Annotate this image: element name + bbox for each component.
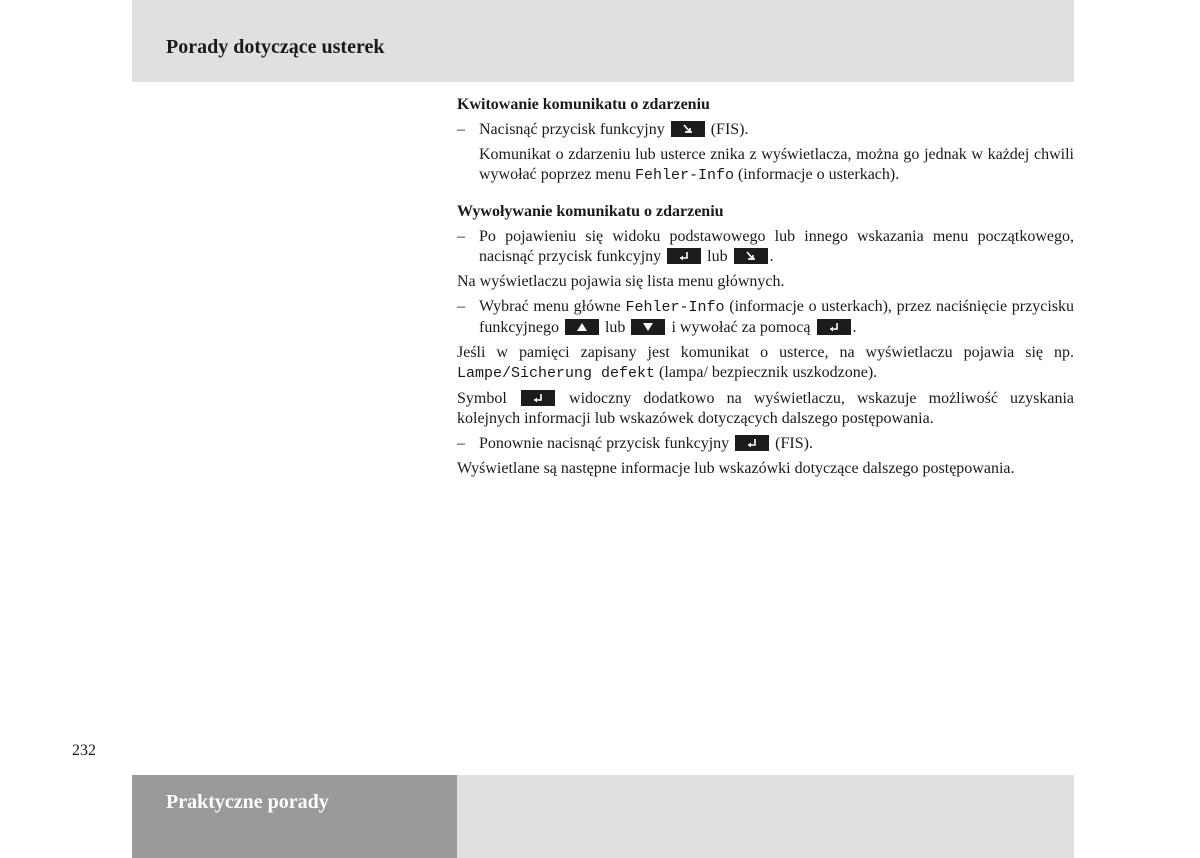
return-key-icon [735,435,769,451]
section-heading-recall: Wywoływanie komunikatu o zdarzeniu [457,203,724,220]
up-arrow-key-icon [565,319,599,335]
list-item: – Po pojawieniu się widoku podstawowego lub innego wskazania menu początkowego, nacisnąć przycisk funkcyjny lub . [457,228,1074,265]
main-content [457,95,1074,484]
return-key-icon [667,248,701,264]
page-title: Porady dotyczące usterek [166,36,385,58]
footer-title: Praktyczne porady [166,791,329,813]
list-item: – Wybrać menu główne Fehler-Info (informacje o usterkach), przez naciśnięcie przycisku funkcyjnego lub i wywołać za pomocą . [457,298,1074,336]
note-paragraph: Komunikat o zdarzeniu lub usterce znika z wyświetlacza, można go jednak w każdej chwili wywołać poprzez menu Fehler-Info (informacje o usterkach). [479,146,1074,184]
list-item: – Ponownie nacisnąć przycisk funkcyjny (FIS). [457,435,813,452]
reset-key-icon [671,121,705,137]
section-heading-acknowledge: Kwitowanie komunikatu o zdarzeniu [457,96,710,113]
list-item: – Nacisnąć przycisk funkcyjny (FIS). [457,121,749,138]
header-band [132,0,1074,82]
footer-section-tab [132,775,457,858]
info-paragraph: Jeśli w pamięci zapisany jest komunikat o usterce, na wyświetlaczu pojawia się np. Lampe/Sicherung defekt (lampa/ bezpiecznik uszkodzone). [457,344,1074,382]
reset-key-icon [734,248,768,264]
info-paragraph: Na wyświetlaczu pojawia się lista menu głównych. [457,273,785,290]
return-key-icon [817,319,851,335]
down-arrow-key-icon [631,319,665,335]
info-paragraph: Wyświetlane są następne informacje lub wskazówki dotyczące dalszego postępowania. [457,460,1015,477]
return-key-icon [521,390,555,406]
page-number: 232 [72,742,96,759]
info-paragraph: Symbol widoczny dodatkowo na wyświetlaczu, wskazuje możliwość uzyskania kolejnych informacji lub wskazówek dotyczących dalszego postępowania. [457,390,1075,427]
footer-band [457,775,1074,858]
